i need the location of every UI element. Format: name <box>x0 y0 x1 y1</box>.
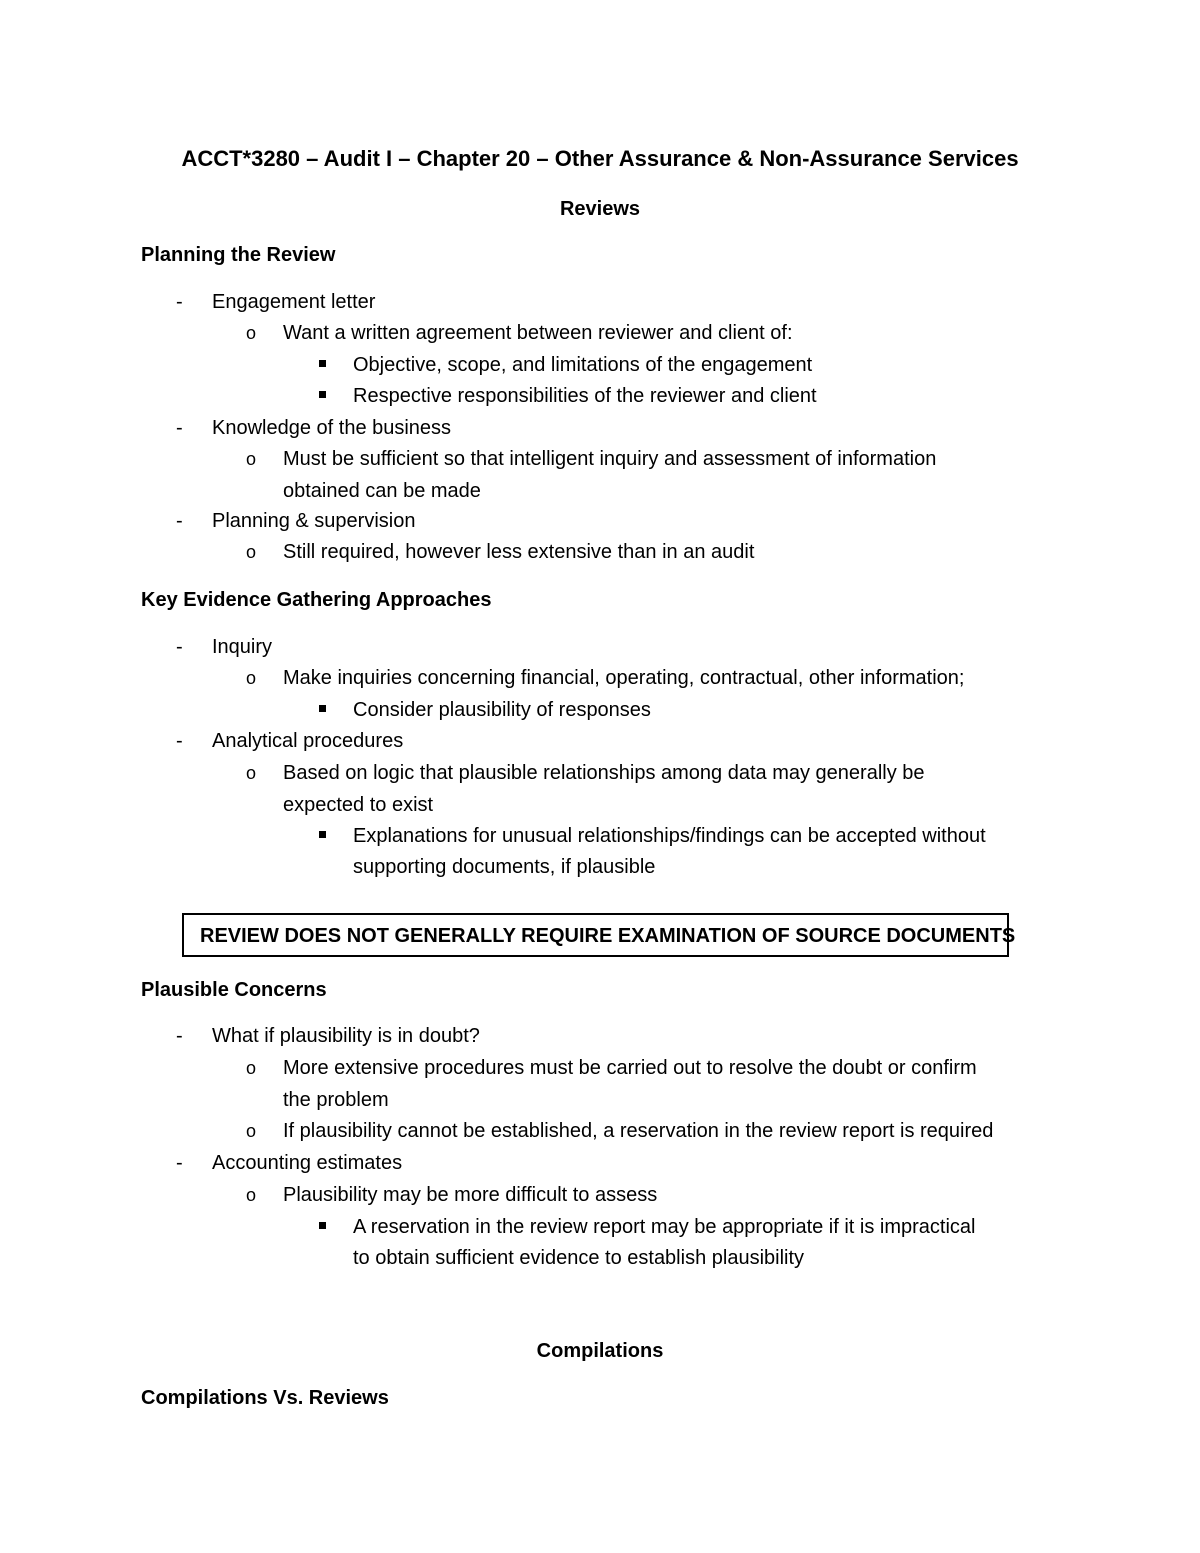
dash-marker: - <box>176 1025 183 1047</box>
list-item: Respective responsibilities of the reviewer and client <box>353 385 817 407</box>
subheading-evidence: Key Evidence Gathering Approaches <box>141 589 492 611</box>
list-item-continuation: expected to exist <box>283 794 434 816</box>
subheading-plausible: Plausible Concerns <box>141 979 327 1001</box>
circle-marker: o <box>246 1121 257 1141</box>
list-item: Inquiry <box>212 636 273 658</box>
subheading-planning: Planning the Review <box>141 244 336 266</box>
list-item: Knowledge of the business <box>212 417 452 439</box>
square-bullet-icon <box>319 1222 326 1229</box>
circle-marker: o <box>246 542 257 562</box>
callout-text: REVIEW DOES NOT GENERALLY REQUIRE EXAMINATION OF SOURCE DOCUMENTS <box>200 925 1016 947</box>
list-item: Want a written agreement between reviewer and client of: <box>283 322 793 344</box>
list-item: What if plausibility is in doubt? <box>212 1025 480 1047</box>
dash-marker: - <box>176 636 183 658</box>
subheading-compilations-vs-reviews: Compilations Vs. Reviews <box>141 1387 389 1409</box>
circle-marker: o <box>246 323 257 343</box>
square-bullet-icon <box>319 831 326 838</box>
circle-marker: o <box>246 668 257 688</box>
list-item: Must be sufficient so that intelligent inquiry and assessment of information <box>283 448 937 470</box>
list-item: If plausibility cannot be established, a reservation in the review report is required <box>283 1120 994 1142</box>
list-item: Consider plausibility of responses <box>353 699 651 721</box>
list-item-continuation: obtained can be made <box>283 480 481 502</box>
list-item: Planning & supervision <box>212 510 416 532</box>
callout-box <box>182 913 1016 957</box>
section-heading-compilations: Compilations <box>536 1340 664 1362</box>
list-item: Engagement letter <box>212 291 376 313</box>
dash-marker: - <box>176 291 183 313</box>
list-item: Objective, scope, and limitations of the engagement <box>353 354 813 376</box>
list-item-continuation: supporting documents, if plausible <box>353 856 656 878</box>
circle-marker: o <box>246 763 257 783</box>
list-item-continuation: the problem <box>283 1089 389 1111</box>
section-heading-reviews: Reviews <box>559 198 641 220</box>
square-bullet-icon <box>319 705 326 712</box>
dash-marker: - <box>176 1152 183 1174</box>
square-bullet-icon <box>319 360 326 367</box>
list-item: More extensive procedures must be carried out to resolve the doubt or confirm <box>283 1057 977 1079</box>
list-item-continuation: to obtain sufficient evidence to establish plausibility <box>353 1247 805 1269</box>
list-item: Analytical procedures <box>212 730 404 752</box>
page-title: ACCT*3280 – Audit I – Chapter 20 – Other Assurance & Non-Assurance Services <box>181 146 1019 171</box>
dash-marker: - <box>176 510 183 532</box>
list-item: Explanations for unusual relationships/findings can be accepted without <box>353 825 986 847</box>
circle-marker: o <box>246 1058 257 1078</box>
list-item: A reservation in the review report may be appropriate if it is impractical <box>353 1216 976 1238</box>
list-item: Make inquiries concerning financial, operating, contractual, other information; <box>283 667 965 689</box>
square-bullet-icon <box>319 391 326 398</box>
list-item: Plausibility may be more difficult to assess <box>283 1184 658 1206</box>
dash-marker: - <box>176 417 183 439</box>
circle-marker: o <box>246 1185 257 1205</box>
circle-marker: o <box>246 449 257 469</box>
dash-marker: - <box>176 730 183 752</box>
list-item: Accounting estimates <box>212 1152 403 1174</box>
list-item: Based on logic that plausible relationships among data may generally be <box>283 762 925 784</box>
list-item: Still required, however less extensive than in an audit <box>283 541 755 563</box>
